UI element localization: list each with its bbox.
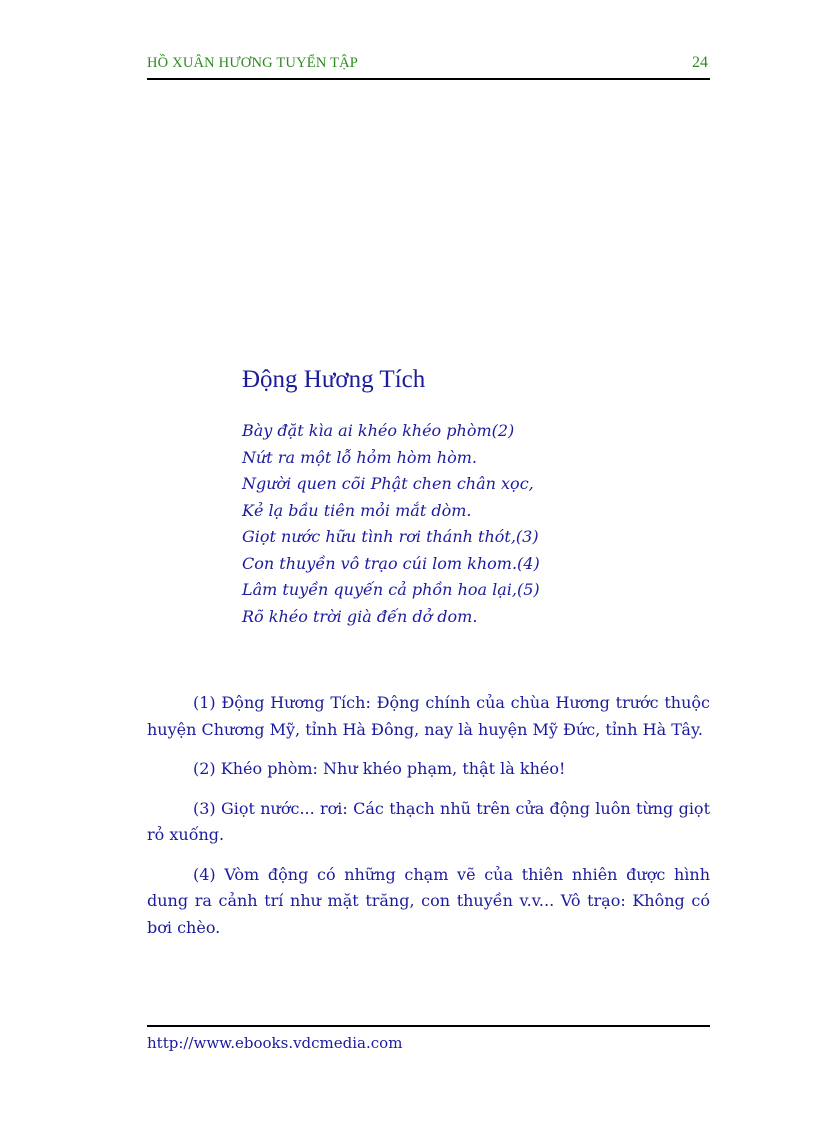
poem-title: Động Hương Tích	[242, 366, 426, 393]
page-header	[147, 52, 710, 80]
poem-body	[242, 418, 540, 630]
poem-line: Rõ khéo trời già đến dở dom.	[242, 606, 478, 626]
poem-line: Kẻ lạ bầu tiên mỏi mắt dòm.	[242, 500, 472, 520]
book-title: HỒ XUÂN HƯƠNG TUYỂN TẬP	[147, 55, 359, 71]
footer-divider	[147, 1025, 710, 1027]
footnote: (1) Động Hương Tích: Động chính của chùa Hương trước thuộc huyện Chương Mỹ, tỉnh Hà Đông, nay là huyện Mỹ Đức, tỉnh Hà Tây.	[147, 693, 710, 739]
footer-url-link[interactable]: http://www.ebooks.vdcmedia.com	[147, 1034, 403, 1052]
poem-line: Người quen cõi Phật chen chân xọc,	[242, 474, 534, 493]
footnote: (3) Giọt nước... rơi: Các thạch nhũ trên cửa động luôn từng giọt rỏ xuống.	[147, 798, 710, 844]
poem-line: Nứt ra một lỗ hỏm hòm hòm.	[242, 447, 477, 467]
page-number: 24	[692, 54, 708, 71]
footnote: (4) Vòm động có những chạm vẽ của thiên nhiên được hình dung ra cảnh trí như mặt trăng, con thuyền v.v... Vô trạo: Không có bơi chèo.	[147, 864, 710, 937]
poem-line: Bày đặt kìa ai khéo khéo phòm(2)	[242, 421, 515, 440]
poem-line: Giọt nước hữu tình rơi thánh thót,(3)	[242, 527, 539, 546]
footnotes	[147, 690, 710, 954]
poem-line: Con thuyền vô trạo cúi lom khom.(4)	[242, 553, 540, 573]
footnote: (2) Khéo phòm: Như khéo phạm, thật là khéo!	[193, 759, 566, 778]
poem-line: Lâm tuyền quyến cả phồn hoa lại,(5)	[242, 580, 540, 599]
